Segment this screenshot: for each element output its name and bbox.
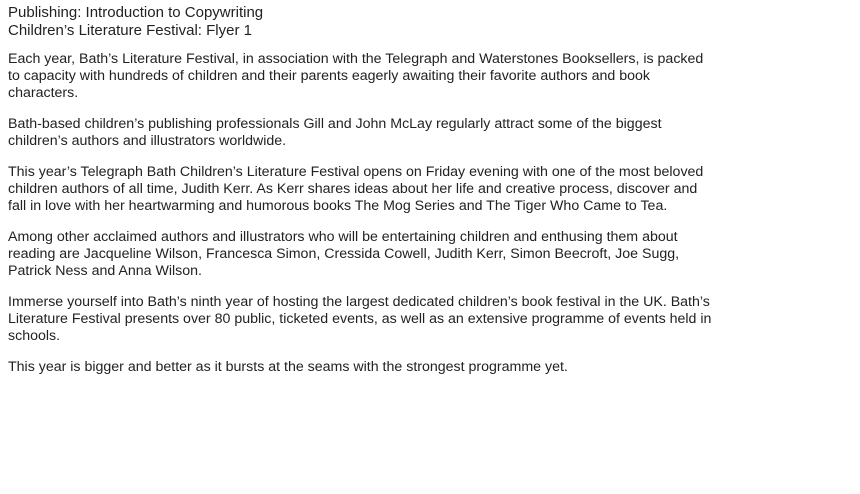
paragraph-opening-event: This year’s Telegraph Bath Children’s Literature Festival opens on Friday evening with one of the most beloved children authors of all time, Judith Kerr. As Kerr shares ideas about her life and creative process, discover and fall in love with her heartwarming and humorous books The Mog Series and The Tiger Who Came to Tea. <box>8 164 704 214</box>
paragraph-intro: Each year, Bath’s Literature Festival, in association with the Telegraph and Waterstones Booksellers, is packed to capacity with hundreds of children and their parents eagerly awaiting their favorite authors and book characters. <box>8 51 704 101</box>
document-subtitle: Children’s Literature Festival: Flyer 1 <box>8 22 252 39</box>
paragraph-closing: This year is bigger and better as it bursts at the seams with the strongest programme yet. <box>8 359 568 375</box>
paragraph-authors: Among other acclaimed authors and illustrators who will be entertaining children and enthusing them about reading are Jacqueline Wilson, Francesca Simon, Cressida Cowell, Judith Kerr, Simon Beecroft, Joe Sugg, Patrick Ness and Anna Wilson. <box>8 229 680 279</box>
paragraph-publishers: Bath-based children’s publishing professionals Gill and John McLay regularly attract some of the biggest children’s authors and illustrators worldwide. <box>8 116 662 149</box>
paragraph-festival-scale: Immerse yourself into Bath’s ninth year of hosting the largest dedicated children’s book festival in the UK. Bath’s Literature Festival presents over 80 public, ticketed events, as well as an extensive programme of events held in schools. <box>8 294 712 344</box>
document-title: Publishing: Introduction to Copywriting <box>8 4 264 21</box>
